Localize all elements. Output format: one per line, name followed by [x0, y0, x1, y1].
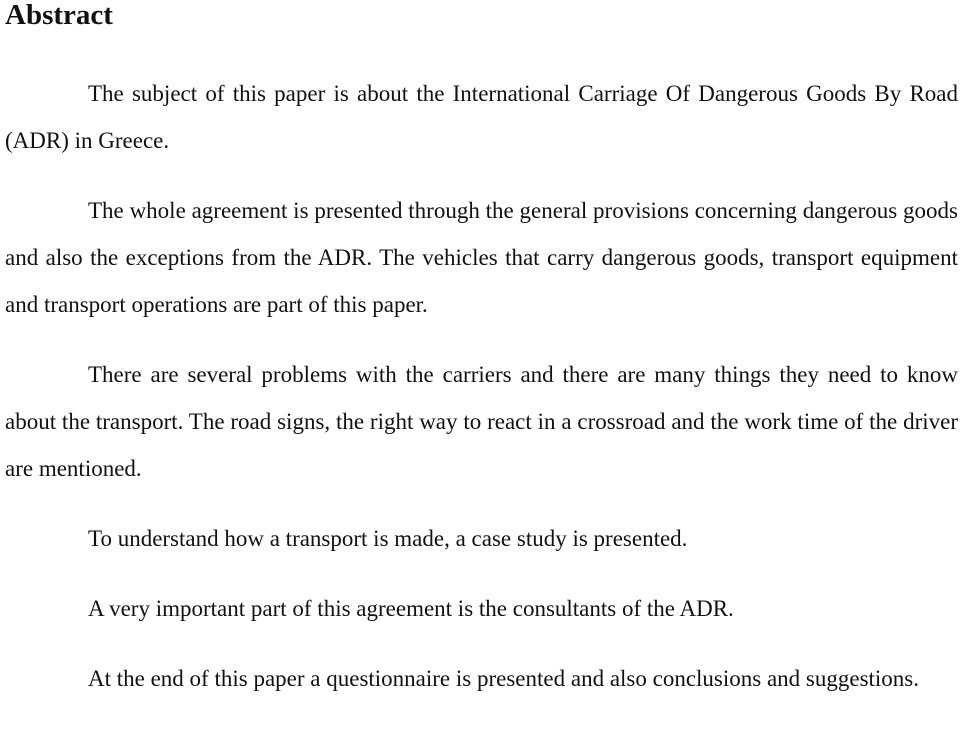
abstract-paragraph-1: The subject of this paper is about the International Carriage Of Dangerous Goods By Road (ADR) in Greece. [5, 81, 958, 153]
abstract-paragraph-5: A very important part of this agreement is the consultants of the ADR. [88, 596, 734, 621]
abstract-body [5, 70, 958, 702]
abstract-heading: Abstract [5, 0, 113, 31]
abstract-paragraph-4: To understand how a transport is made, a case study is presented. [88, 526, 688, 551]
abstract-paragraph-3: There are several problems with the carriers and there are many things they need to know about the transport. The road signs, the right way to react in a crossroad and the work time of the driver are mentioned. [5, 362, 958, 481]
abstract-paragraph-6: At the end of this paper a questionnaire is presented and also conclusions and suggestions. [88, 666, 920, 691]
abstract-paragraph-2: The whole agreement is presented through the general provisions concerning dangerous goods and also the exceptions from the ADR. The vehicles that carry dangerous goods, transport equipment and transport operations are part of this paper. [5, 198, 958, 317]
